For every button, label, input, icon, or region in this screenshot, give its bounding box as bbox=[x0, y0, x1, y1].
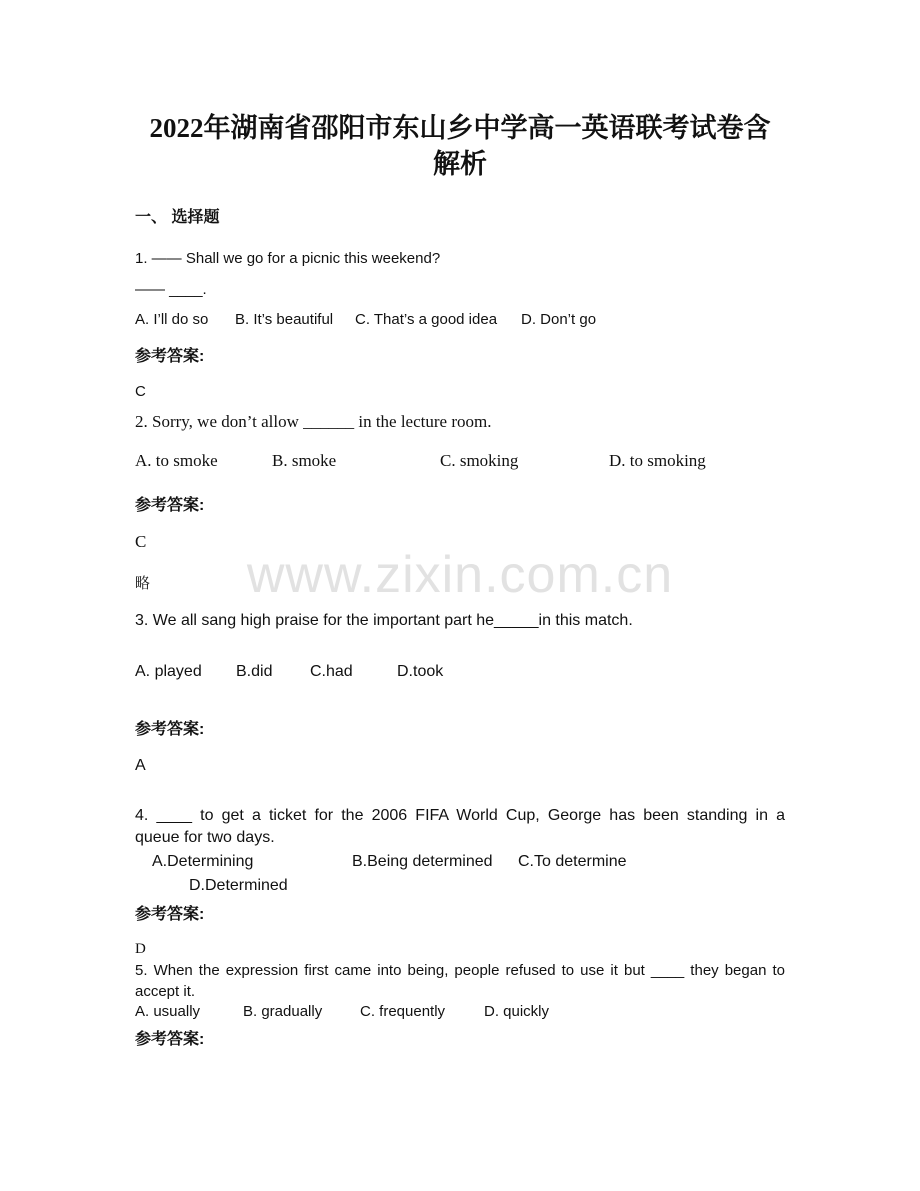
q3-option-c: C.had bbox=[310, 663, 353, 680]
q2-option-d: D. to smoking bbox=[609, 451, 706, 470]
q2-option-a: A. to smoke bbox=[135, 451, 218, 470]
q5-option-c: C. frequently bbox=[360, 1003, 446, 1020]
q4-option-c: C.To determine bbox=[518, 853, 627, 870]
q1-stem: 1. —— Shall we go for a picnic this weekend? bbox=[135, 250, 441, 267]
q2-option-c: C. smoking bbox=[440, 451, 519, 470]
q4-answer-label: 参考答案: bbox=[135, 906, 205, 923]
q5-option-a: A. usually bbox=[135, 1003, 201, 1020]
q2-note: 略 bbox=[135, 576, 151, 592]
q1-answer-label: 参考答案: bbox=[135, 348, 205, 365]
q4-option-b: B.Being determined bbox=[352, 853, 493, 870]
q5-option-d: D. quickly bbox=[484, 1003, 550, 1020]
q1-reply: —— ____. bbox=[135, 281, 207, 298]
q2-answer: C bbox=[135, 532, 147, 551]
q5-stem-line2: accept it. bbox=[135, 983, 196, 1000]
q4-answer: D bbox=[135, 941, 146, 957]
q2-answer-label: 参考答案: bbox=[135, 497, 205, 514]
page-title-line2: 解析 bbox=[433, 149, 487, 179]
q4-stem-line2: queue for two days. bbox=[135, 829, 275, 846]
q3-answer: A bbox=[135, 757, 146, 774]
q1-option-a: A. I’ll do so bbox=[135, 311, 209, 328]
q3-option-d: D.took bbox=[397, 663, 444, 680]
q5-option-b: B. gradually bbox=[243, 1003, 323, 1020]
watermark: www.zixin.com.cn bbox=[246, 546, 674, 604]
q3-option-a: A. played bbox=[135, 663, 202, 680]
q5-stem-line1: 5. When the expression first came into being, people refused to use it but ____ they began to bbox=[135, 962, 785, 979]
q1-option-b: B. It’s beautiful bbox=[235, 311, 334, 328]
q3-option-b: B.did bbox=[236, 663, 273, 680]
q4-stem-line1: 4. ____ to get a ticket for the 2006 FIFA World Cup, George has been standing in a bbox=[135, 807, 785, 824]
q3-answer-label: 参考答案: bbox=[135, 721, 205, 738]
q1-answer: C bbox=[135, 383, 146, 400]
q3-stem: 3. We all sang high praise for the important part he_____in this match. bbox=[135, 612, 633, 629]
section-heading: 一、 选择题 bbox=[135, 209, 220, 226]
q1-option-c: C. That’s a good idea bbox=[355, 311, 498, 328]
q5-answer-label: 参考答案: bbox=[135, 1031, 205, 1048]
q2-stem: 2. Sorry, we don’t allow ______ in the lecture room. bbox=[135, 412, 492, 431]
q1-option-d: D. Don’t go bbox=[521, 311, 597, 328]
q2-option-b: B. smoke bbox=[272, 451, 337, 470]
q4-option-a: A.Determining bbox=[152, 853, 254, 870]
q4-option-d: D.Determined bbox=[189, 877, 288, 894]
page-title-line1: 2022年湖南省邵阳市东山乡中学高一英语联考试卷含 bbox=[149, 113, 771, 143]
